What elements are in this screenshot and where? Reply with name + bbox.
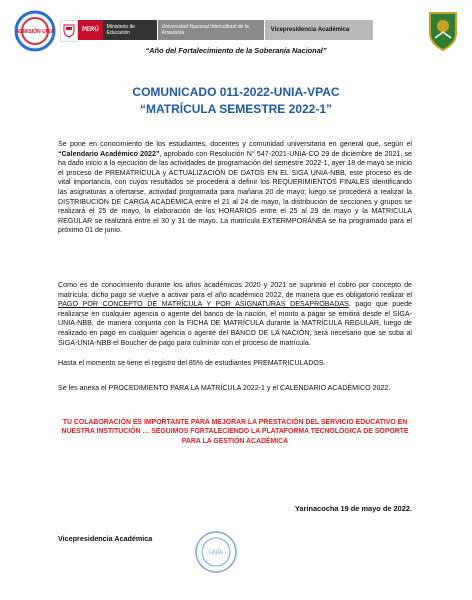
- collaboration-message: TU COLABORACIÓN ES IMPORTANTE PARA MEJORAR LA PRESTACIÓN DEL SERVICIO EDUCATIVO EN NUESTRA INSTITUCIÓN … SEGUIMOS FORTALECIENDO LA PLATAFORMA TECNOLÓGICA DE SOPORTE PARA LA GESTIÓN ACADÉMICA: [61, 419, 409, 445]
- year-motto: “Año del Fortalecimiento de la Soberanía Nacional”: [145, 46, 327, 55]
- svg-text:ADMISIÓN UNIA: ADMISIÓN UNIA: [15, 29, 55, 35]
- paragraph-calendar: Se pone en conocimiento de los estudiantes, docentes y comunidad universitaria en general que, según el “Calendario Académico 2022”, aprobado con Resolución N° 547-2021-UNIA-CO 29 de diciembre de 2021, se ha dado inicio a la ejecución de las actividades de programación del semestre 2022-1, ayer 18 de mayo se inició el proceso de PREMATRÍCULA y ACTUALIZACIÓN DE DATOS EN EL SIGA UNIA-NBB, este proceso es de vital importancia, con cuyos resultados se procederá a definir los REQUERIMIENTOS FINALES identificando las asignaturas a ofertarse, actividad programada para mañana 20 de mayo; luego se procederá a realizar la DISTRIBUCION DE CARGA ACADÉMICA entre el 21 al 24 de mayo, la distribución de secciones y grupos se realizará el 25 de mayo, la elaboración de los HORARIOS entre el 25 al 29 de mayo y la MATRICULA REGULAR se realizará entre el 30 y 31 de mayo. La matrícula EXTERMPORÁNEA se ha programado para el próximo 01 de junio.: [58, 140, 412, 235]
- university-label: Universidad Nacional Intercultural de la Amazonía: [158, 20, 264, 40]
- svg-text:UNIA: UNIA: [208, 550, 224, 556]
- peru-shield-icon: [60, 20, 78, 42]
- communique-title: COMUNICADO 011-2022-UNIA-VPAC: [132, 85, 340, 99]
- peru-label: PERÚ: [78, 20, 103, 40]
- date-line: Yarinacocha 19 de mayo de 2022.: [294, 504, 412, 513]
- paragraph-annex: Se les anexa el PROCEDIMIENTO PARA LA MATRÍCULA 2022-1 y el CALENDARIO ACADÉMICO 2022.: [58, 384, 391, 392]
- ministry-label: Ministerio de Educación: [103, 20, 157, 40]
- paragraph-registration: Hasta el momento se tiene el registro del 85% de estudiantes PREMATRICULADOS.: [58, 359, 326, 367]
- communique-subtitle: “MATRÍCULA SEMESTRE 2022-1”: [139, 102, 333, 116]
- government-bar: [60, 20, 373, 40]
- signature-label: Vicepresidencia Académica: [58, 534, 153, 543]
- official-stamp: [194, 530, 238, 574]
- vice-presidency-label: Vicepresidencia Académica: [265, 20, 373, 40]
- paragraph-payment: Como es de conocimiento durante los años académicos 2020 y 2021 se suprimió el cobro por concepto de matrícula, dicho pago se vuelve a activar para el año académico 2022, de manera que es obligatorio realizar el PAGO POR CONCEPTO DE MATRÍCULA Y POR ASIGNATURAS DESAPROBADAS, pago que puede realizarse en cualquier agencia o agente del banco de la nación, el monto a pagar se emitirá desde el SIGA-UNIA-NBB, de manera conjunta con la FICHA DE MATRÍCULA durante la MATRÍCULA REGULAR, luego de realizado en pago en cualquier agencia o agente del BANCO DE LA NACIÓN, será necesario que se suba al SIGA-UNIA-NBB el Boucher de pago para culminar con el proceso de matrícula.: [58, 281, 413, 347]
